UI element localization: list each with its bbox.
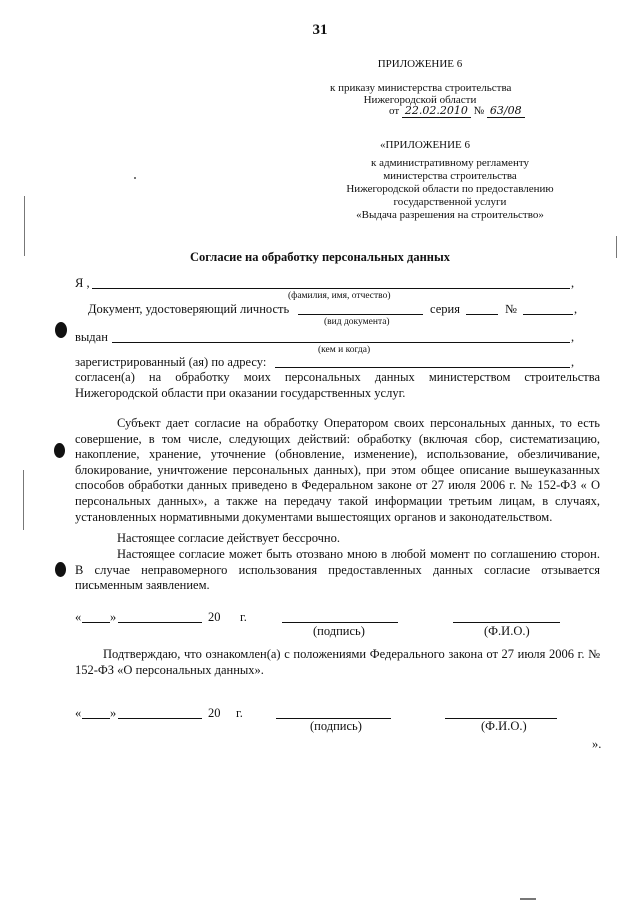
sig1-month-field[interactable] <box>118 622 202 623</box>
sig2-open-quote: « <box>75 706 82 720</box>
sig1-day-field[interactable] <box>82 622 110 623</box>
binder-hole <box>55 322 67 338</box>
fio-comma: , <box>571 276 575 290</box>
address-label: зарегистрированный (ая) по адресу: <box>75 355 267 369</box>
closing-quote: ». <box>592 737 602 751</box>
scan-artifact <box>616 236 617 258</box>
address-field[interactable] <box>275 367 570 368</box>
issued-comma: , <box>571 330 575 344</box>
binder-hole <box>55 562 66 577</box>
sig2-close-quote: » <box>110 706 117 720</box>
binder-hole <box>54 443 65 458</box>
sig2-month-field[interactable] <box>118 718 202 719</box>
scan-artifact <box>134 177 136 179</box>
body-paragraph-2: Настоящее согласие действует бессрочно. <box>117 531 340 545</box>
ya-label: Я , <box>75 276 90 290</box>
sig1-close-quote: » <box>110 610 117 624</box>
doc-type-field[interactable] <box>298 314 423 315</box>
confirm-text: Подтверждаю, что ознакомлен(а) с положениями Федерального закона от 27 июля 2006 г. № 152-ФЗ «О персональных данных». <box>75 647 600 677</box>
body-paragraph-1: Субъект дает согласие на обработку Оператором своих персональных данных, то есть совершение, в том числе, следующих действий: обработку (включая сбор, систематизацию, накопление, хранение, уточнение (обновление, изменение), использование, обезличивание, блокирование, уничтожение персональных данных), при этом общее описание вышеуказанных способов обработки данных приведено в Федеральном законе от 27 июля 2006 г. № 152-ФЗ « О персональных данных», а также на передачу такой информации третьим лицам, в случаях, установленных нормативными документами вышестоящих органов и законодательством. <box>75 416 600 524</box>
consent-text: согласен(а) на обработку моих персональных данных министерством строительства Нижегородской области при оказании государственных услуг. <box>75 370 600 400</box>
sig2-year-suffix: г. <box>236 706 243 720</box>
body-paragraph-3: Настоящее согласие может быть отозвано мною в любой момент по соглашению сторон. В случае неправомерного использования предоставленных данных согласие отзывается письменным заявлением. <box>75 547 600 593</box>
scan-artifact <box>23 470 24 530</box>
sig2-fio-label: (Ф.И.О.) <box>481 719 527 733</box>
number-label: № <box>505 302 517 316</box>
sig1-sign-label: (подпись) <box>313 624 365 638</box>
sig1-signature-field[interactable] <box>282 622 398 623</box>
sig1-fio-field[interactable] <box>453 622 560 623</box>
address-comma: , <box>571 355 575 369</box>
issued-label: выдан <box>75 330 108 344</box>
doc-comma: , <box>574 302 578 316</box>
regulation-line2: министерства строительства <box>383 170 517 182</box>
date-line <box>389 104 525 117</box>
issued-hint: (кем и когда) <box>318 345 371 355</box>
scan-artifact <box>520 898 536 900</box>
issued-field[interactable] <box>112 342 570 343</box>
appendix-title: ПРИЛОЖЕНИЕ 6 <box>377 58 463 70</box>
sig1-year: 20 <box>208 610 221 624</box>
appendix-order-line1: к приказу министерства строительства <box>330 82 512 94</box>
sig1-year-suffix: г. <box>240 610 247 624</box>
number-prefix: № <box>473 105 485 117</box>
handwritten-number: 63/08 <box>487 104 525 118</box>
doc-label: Документ, удостоверяющий личность <box>88 302 290 316</box>
sig1-open-quote: « <box>75 610 82 624</box>
date-prefix: от <box>389 105 400 117</box>
handwritten-date: 22.02.2010 <box>402 104 471 118</box>
page-number: 31 <box>312 22 328 38</box>
sig2-sign-label: (подпись) <box>310 719 362 733</box>
scan-artifact <box>24 196 25 256</box>
sig1-fio-label: (Ф.И.О.) <box>484 624 530 638</box>
series-label: серия <box>430 302 460 316</box>
regulation-line4: государственной услуги <box>393 196 507 208</box>
number-field[interactable] <box>523 314 573 315</box>
series-field[interactable] <box>466 314 498 315</box>
fio-hint: (фамилия, имя, отчество) <box>288 291 391 301</box>
sig2-year: 20 <box>208 706 221 720</box>
document-title: Согласие на обработку персональных данных <box>189 250 450 264</box>
regulation-line1: к административному регламенту <box>371 157 529 169</box>
fio-field[interactable] <box>92 288 570 289</box>
regulation-line5: «Выдача разрешения на строительство» <box>356 209 544 221</box>
appendix-order-line2: Нижегородской области <box>363 94 477 106</box>
regulation-title: «ПРИЛОЖЕНИЕ 6 <box>379 139 471 151</box>
regulation-line3: Нижегородской области по предоставлению <box>346 183 554 195</box>
doc-hint: (вид документа) <box>324 317 390 327</box>
sig2-day-field[interactable] <box>82 718 110 719</box>
